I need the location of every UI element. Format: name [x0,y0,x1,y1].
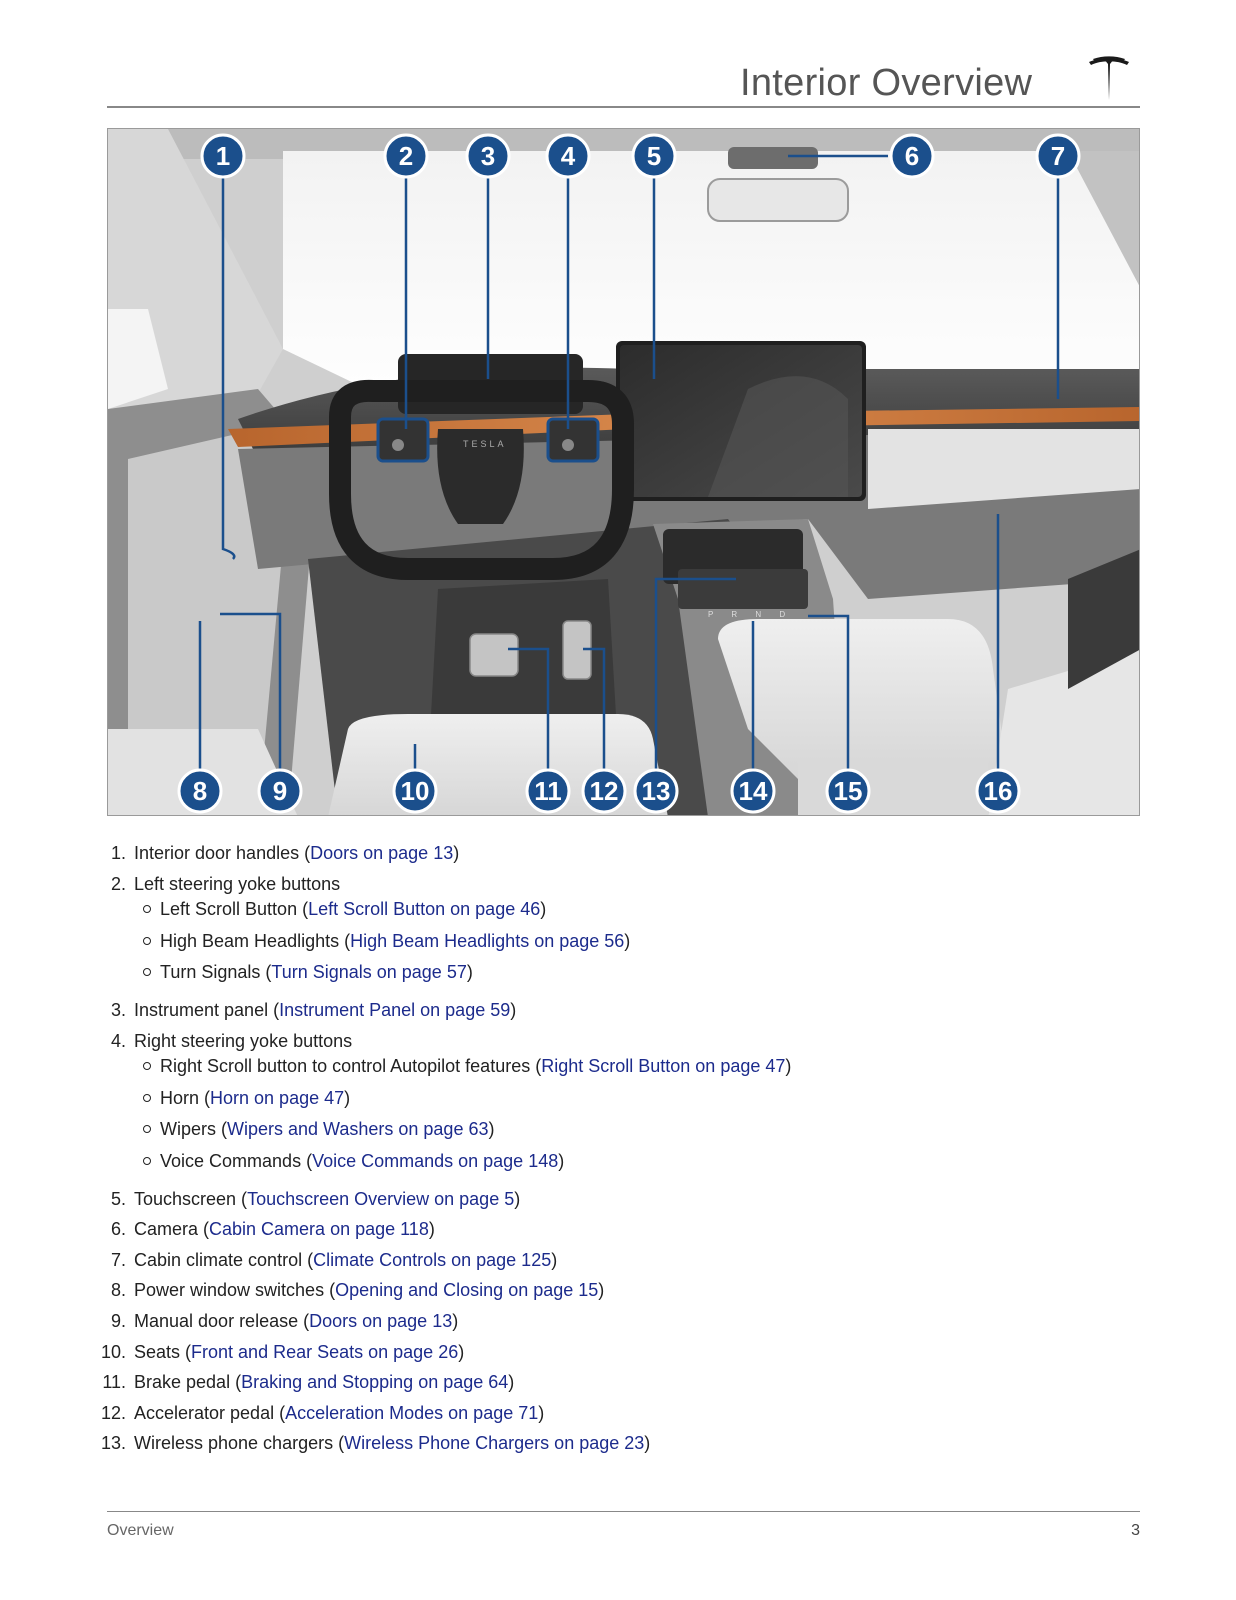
bullet-icon [143,1157,151,1165]
acceleration-modes-link[interactable]: Acceleration Modes on page 71 [285,1402,539,1423]
list-item: 7. Cabin climate control (Climate Controls on page 125) [110,1249,558,1270]
cabin-camera-link[interactable]: Cabin Camera on page 118 [209,1219,429,1240]
list-item: 3. Instrument panel (Instrument Panel on page 59) [110,999,517,1020]
svg-text:11: 11 [534,776,562,806]
svg-text:2: 2 [398,141,414,171]
list-item: 6. Camera (Cabin Camera on page 118) [110,1219,435,1240]
callout-8 [179,770,221,812]
interior-illustration [108,129,1140,816]
svg-text:8: 8 [192,776,208,806]
bullet-icon [143,1062,151,1070]
list-item: 11. Brake pedal (Braking and Stopping on page 64) [102,1372,515,1393]
bullet-icon [143,1094,151,1102]
list-item: 1. Interior door handles (Doors on page 13) [110,843,460,863]
seats-link[interactable]: Front and Rear Seats on page 26 [191,1341,459,1362]
callout-11 [527,770,569,812]
svg-text:10: 10 [400,776,430,806]
sub-list [134,1056,1136,1172]
bullet-icon [143,937,151,945]
left-scroll-link[interactable]: Left Scroll Button on page 46 [308,899,541,920]
callout-6 [891,135,933,177]
callout-10 [394,770,436,812]
touchscreen-link[interactable]: Touchscreen Overview on page 5 [247,1188,515,1209]
callout-12 [583,770,625,812]
list-item: 13. Wireless phone chargers (Wireless Phone Chargers on page 23) [100,1433,651,1454]
instrument-panel-link[interactable]: Instrument Panel on page 59 [279,999,511,1020]
gear-indicator-text: P R N D [708,610,794,619]
callout-7 [1037,135,1079,177]
list-item: 10. Seats (Front and Rear Seats on page 26) [100,1341,465,1362]
interior-diagram [107,128,1140,816]
svg-text:16: 16 [983,776,1013,806]
doors-link[interactable]: Doors on page 13 [309,1310,453,1331]
component-list [96,843,1136,1464]
high-beam-link[interactable]: High Beam Headlights on page 56 [350,930,625,951]
header-divider [107,106,1140,108]
sub-list-item: Turn Signals (Turn Signals on page 57) [134,962,1136,984]
callout-1 [202,135,244,177]
callout-4 [547,135,589,177]
list-item: 4. Right steering yoke buttons Right Scroll button to control Autopilot features (Right Scroll Button on page 47) Horn (Horn on page 47) Wipers (Wipers and Washers on page 63) Voice Commands (Voice Commands on page 148) [96,1031,1136,1173]
callout-13 [635,770,677,812]
braking-link[interactable]: Braking and Stopping on page 64 [241,1372,509,1393]
tesla-logo-icon [1086,56,1132,102]
svg-text:3: 3 [480,141,496,171]
svg-text:6: 6 [904,141,920,171]
turn-signals-link[interactable]: Turn Signals on page 57 [271,962,467,983]
callout-9 [259,770,301,812]
svg-text:9: 9 [272,776,288,806]
svg-text:14: 14 [738,776,768,806]
sub-list-item: Left Scroll Button (Left Scroll Button on page 46) [134,899,1136,921]
bullet-icon [143,1125,151,1133]
svg-text:5: 5 [646,141,662,171]
list-item: 12. Accelerator pedal (Acceleration Modes on page 71) [100,1402,545,1423]
callout-3 [467,135,509,177]
callout-5 [633,135,675,177]
page-number: 3 [1131,1522,1140,1539]
svg-text:13: 13 [641,776,671,806]
svg-text:4: 4 [560,141,576,171]
right-scroll-link[interactable]: Right Scroll Button on page 47 [541,1056,786,1077]
bullet-icon [143,968,151,976]
sub-list-item: High Beam Headlights (High Beam Headlights on page 56) [134,931,1136,953]
steering-brand-text: TESLA [463,439,507,449]
list-item: 9. Manual door release (Doors on page 13) [110,1310,459,1331]
opening-closing-link[interactable]: Opening and Closing on page 15 [335,1280,599,1301]
sub-list-item: Voice Commands (Voice Commands on page 148) [134,1151,1136,1173]
svg-text:7: 7 [1050,141,1066,171]
sub-list [134,899,1136,984]
list-item: 5. Touchscreen (Touchscreen Overview on page 5) [110,1188,521,1209]
callout-2 [385,135,427,177]
wipers-link[interactable]: Wipers and Washers on page 63 [227,1119,489,1140]
wireless-chargers-link[interactable]: Wireless Phone Chargers on page 23 [344,1433,645,1454]
sub-list-item: Wipers (Wipers and Washers on page 63) [134,1119,1136,1141]
doors-link[interactable]: Doors on page 13 [310,843,454,863]
callout-15 [827,770,869,812]
climate-controls-link[interactable]: Climate Controls on page 125 [313,1249,552,1270]
sub-list-item: Right Scroll button to control Autopilot features (Right Scroll Button on page 47) [134,1056,1136,1078]
svg-text:1: 1 [215,141,231,171]
bullet-icon [143,905,151,913]
footer-divider [107,1511,1140,1512]
voice-commands-link[interactable]: Voice Commands on page 148 [312,1150,559,1171]
callout-14 [732,770,774,812]
callout-16 [977,770,1019,812]
list-item: 2. Left steering yoke buttons Left Scroll Button (Left Scroll Button on page 46) High Beam Headlights (High Beam Headlights on page 56) Turn Signals (Turn Signals on page 57) [96,874,1136,984]
svg-text:15: 15 [833,776,863,806]
list-item: 8. Power window switches (Opening and Closing on page 15) [110,1280,605,1301]
page-title: Interior Overview [740,62,1033,104]
horn-link[interactable]: Horn on page 47 [210,1087,345,1108]
sub-list-item: Horn (Horn on page 47) [134,1088,1136,1110]
svg-text:12: 12 [589,776,619,806]
footer-section: Overview [107,1522,174,1539]
